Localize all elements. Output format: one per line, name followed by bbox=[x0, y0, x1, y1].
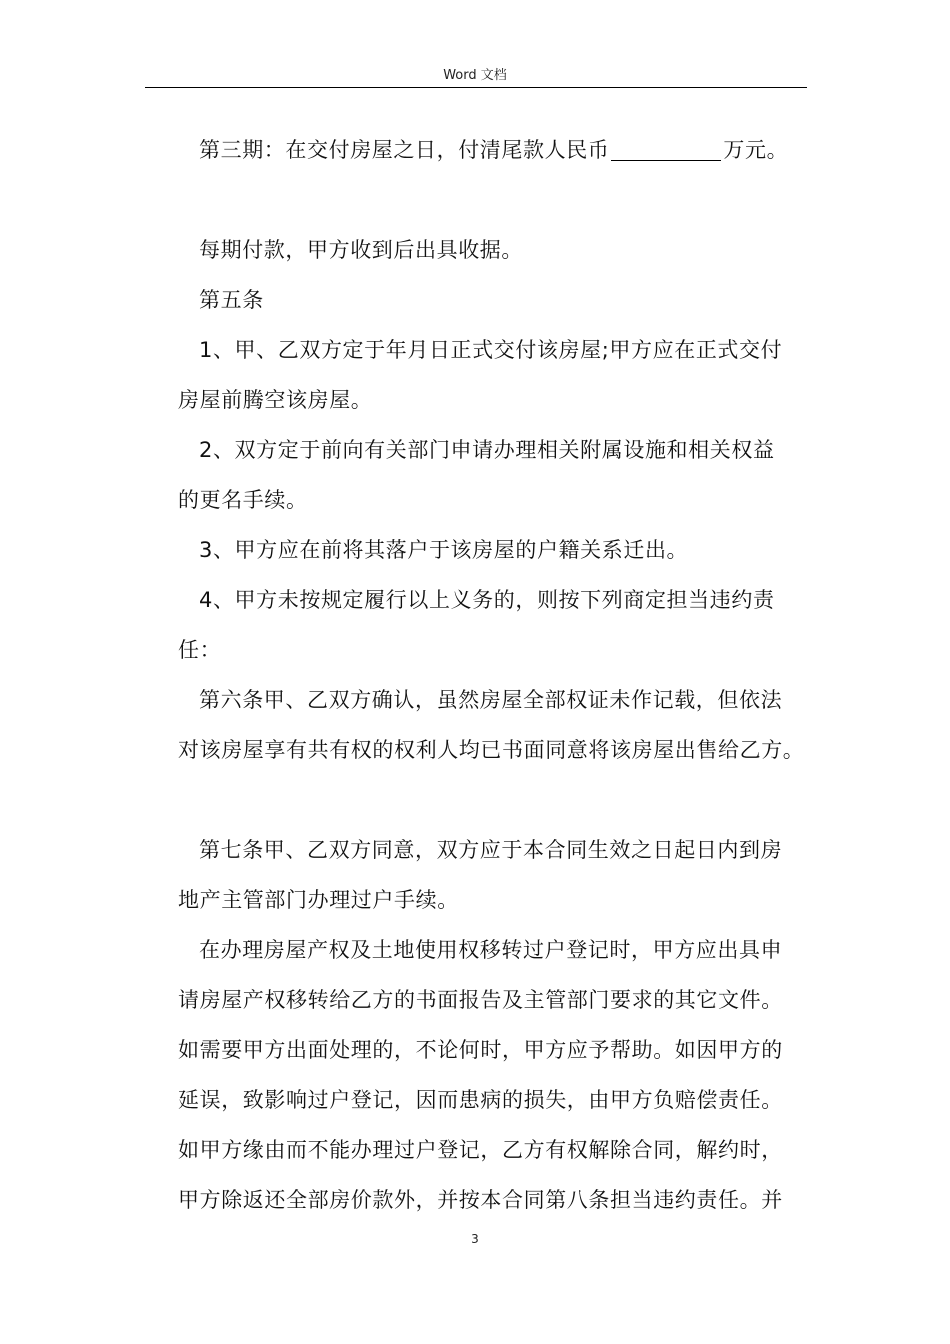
paragraph-line: 延误，致影响过户登记，因而患病的损失，由甲方负赔偿责任。 bbox=[178, 1088, 783, 1112]
paragraph-line: 第七条甲、乙双方同意，双方应于本合同生效之日起日内到房 bbox=[199, 838, 783, 862]
section-heading: 第五条 bbox=[199, 288, 264, 312]
document-body bbox=[178, 125, 818, 1225]
paragraph-gap bbox=[178, 175, 818, 225]
page-number: 3 bbox=[471, 1232, 479, 1246]
paragraph-line: 甲方除返还全部房价款外，并按本合同第八条担当违约责任。并 bbox=[178, 1188, 783, 1212]
paragraph-line: 3、甲方应在前将其落户于该房屋的户籍关系迁出。 bbox=[199, 538, 689, 562]
paragraph-line: 对该房屋享有共有权的权利人均已书面同意将该房屋出售给乙方。 bbox=[178, 738, 805, 762]
paragraph-line: 每期付款，甲方收到后出具收据。 bbox=[199, 238, 523, 262]
paragraph-line: 地产主管部门办理过户手续。 bbox=[178, 888, 459, 912]
blank-underline bbox=[611, 138, 721, 161]
paragraph-line: 请房屋产权移转给乙方的书面报告及主管部门要求的其它文件。 bbox=[178, 988, 783, 1012]
paragraph-line: 任： bbox=[178, 638, 222, 662]
paragraph-line: 房屋前腾空该房屋。 bbox=[178, 388, 373, 412]
header-title: Word 文档 bbox=[443, 68, 507, 83]
text-segment: 万元。 bbox=[723, 138, 789, 162]
paragraph-line: 4、甲方未按规定履行以上义务的，则按下列商定担当违约责 bbox=[199, 588, 775, 612]
paragraph-line: 1、甲、乙双方定于年月日正式交付该房屋;甲方应在正式交付 bbox=[199, 338, 783, 362]
paragraph-line: 在办理房屋产权及土地使用权移转过户登记时，甲方应出具申 bbox=[199, 938, 783, 962]
paragraph-line: 如甲方缘由而不能办理过户登记，乙方有权解除合同，解约时， bbox=[178, 1138, 783, 1162]
text-segment: 第三期：在交付房屋之日，付清尾款人民币 bbox=[199, 138, 610, 162]
header-divider bbox=[145, 87, 807, 88]
paragraph-line: 如需要甲方出面处理的，不论何时，甲方应予帮助。如因甲方的 bbox=[178, 1038, 783, 1062]
paragraph-line bbox=[178, 125, 818, 175]
paragraph-gap bbox=[178, 775, 818, 825]
paragraph-line: 的更名手续。 bbox=[178, 488, 308, 512]
paragraph-line: 2、双方定于前向有关部门申请办理相关附属设施和相关权益 bbox=[199, 438, 775, 462]
paragraph-line: 第六条甲、乙双方确认，虽然房屋全部权证未作记载，但依法 bbox=[199, 688, 783, 712]
